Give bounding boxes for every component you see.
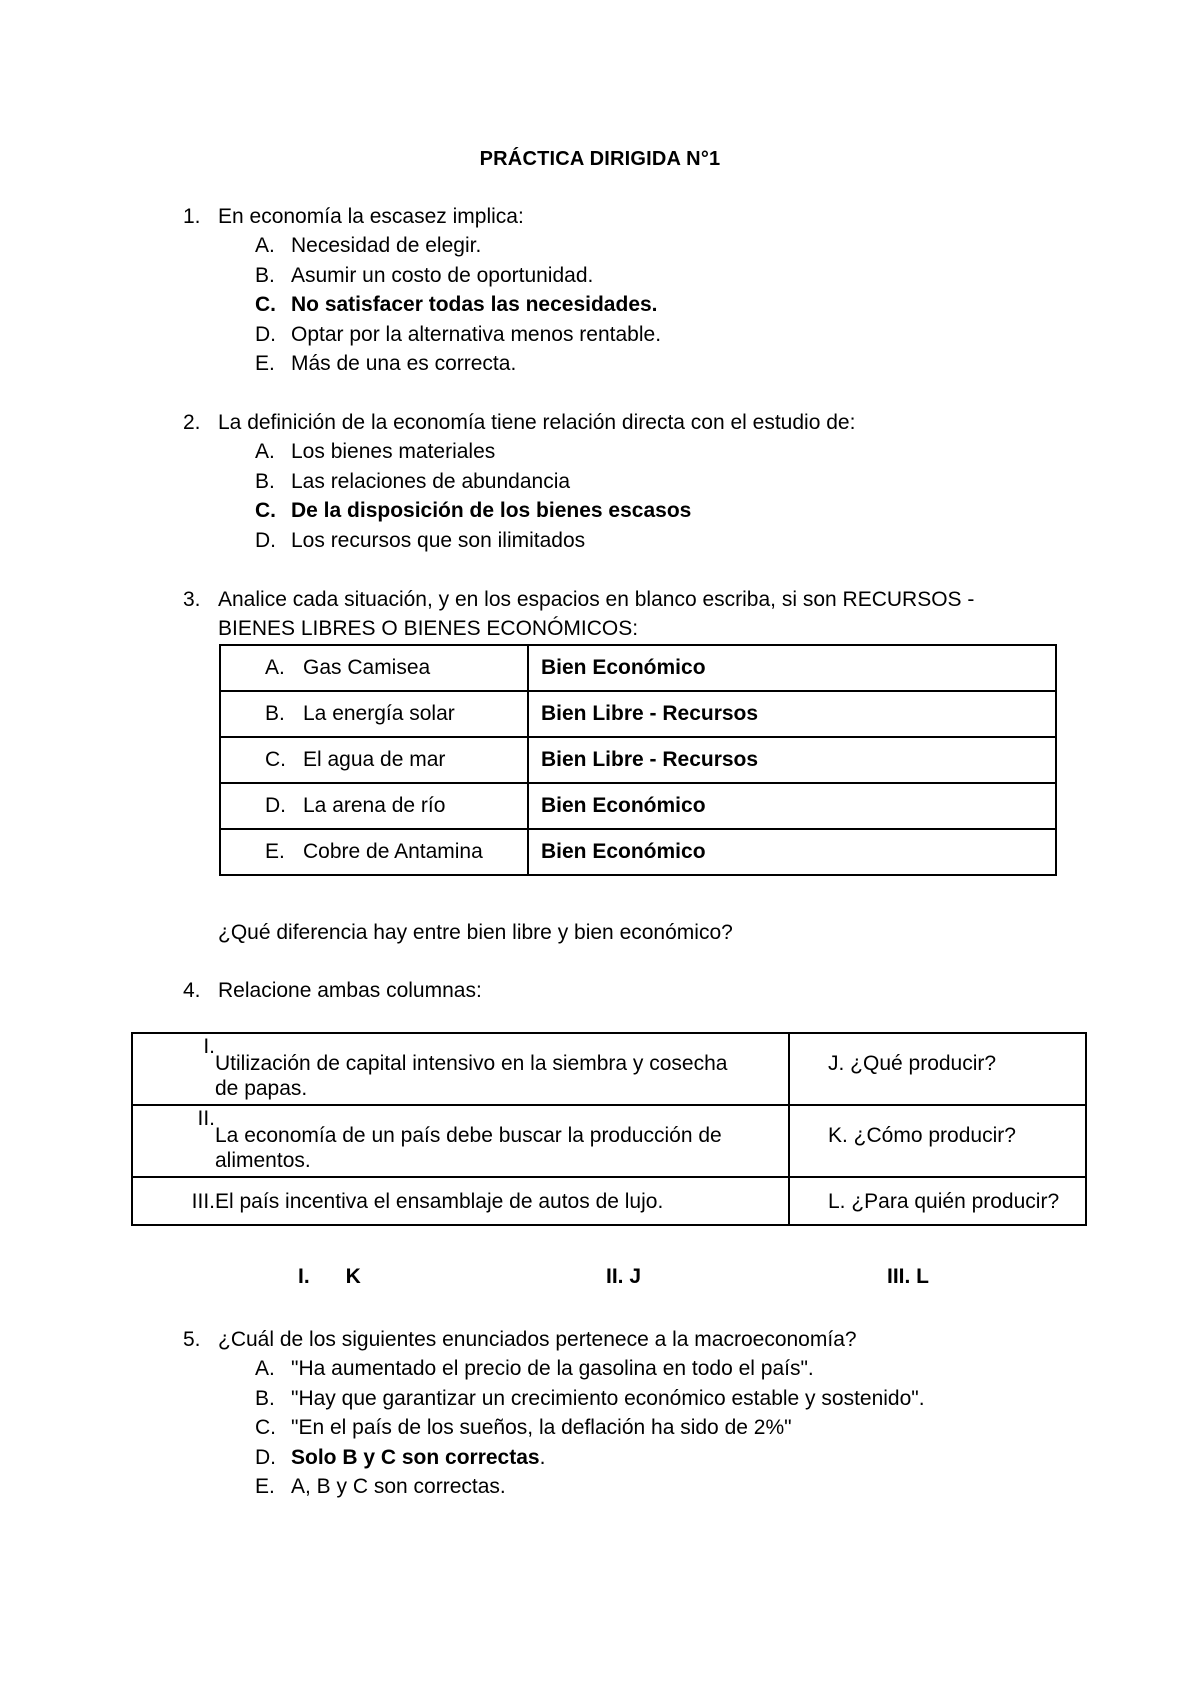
table-cell-answer: Bien Económico xyxy=(528,829,1056,875)
question-text: Relacione ambas columnas: xyxy=(218,979,482,1002)
option-text: Asumir un costo de oportunidad. xyxy=(291,263,594,287)
option-letter: B. xyxy=(255,1386,275,1410)
option-d-correct xyxy=(183,1443,1083,1473)
option-letter: E. xyxy=(255,1475,275,1498)
question-number: 1. xyxy=(183,205,201,228)
option-text: "En el país de los sueños, la deflación ha sido de 2%" xyxy=(291,1416,792,1439)
question-4-stem xyxy=(183,976,1083,1005)
question-text: En economía la escasez implica: xyxy=(218,205,524,228)
row-letter: E. xyxy=(265,840,285,863)
roman-numeral: II. xyxy=(197,1107,215,1130)
option-letter: D. xyxy=(255,528,276,552)
option-d xyxy=(183,320,1083,350)
option-text: J. ¿Qué producir? xyxy=(828,1052,997,1075)
option-letter: C. xyxy=(255,293,276,316)
table-cell-item xyxy=(220,829,528,875)
question-2-stem xyxy=(183,408,1083,437)
row-letter: A. xyxy=(265,656,285,679)
option-text: A, B y C son correctas. xyxy=(291,1475,506,1498)
question-3-followup: ¿Qué diferencia hay entre bien libre y bien económico? xyxy=(218,921,733,944)
table-cell-statement xyxy=(132,1177,789,1225)
answer-letter: K xyxy=(345,1265,361,1288)
option-letter: E. xyxy=(255,352,275,375)
table-cell-item xyxy=(220,691,528,737)
option-b xyxy=(183,467,1083,497)
question-text: ¿Cuál de los siguientes enunciados pertenece a la macroeconomía? xyxy=(218,1328,857,1351)
answer-1 xyxy=(298,1265,361,1289)
table-cell-statement xyxy=(132,1105,789,1177)
option-a xyxy=(183,1354,1083,1384)
option-text: Los bienes materiales xyxy=(291,440,496,463)
question-2 xyxy=(183,408,1083,555)
table-row xyxy=(132,1105,1086,1177)
table-cell-statement xyxy=(132,1033,789,1105)
option-suffix: . xyxy=(539,1445,546,1469)
option-d xyxy=(183,526,1083,556)
option-text: Más de una es correcta. xyxy=(291,352,517,375)
row-letter: D. xyxy=(265,794,286,817)
option-letter: C. xyxy=(255,499,276,522)
question-text-line-1: Analice cada situación, y en los espacios en blanco escriba, si son RECURSOS - xyxy=(218,588,975,611)
question-text: La definición de la economía tiene relación directa con el estudio de: xyxy=(218,411,856,434)
option-c-correct xyxy=(183,496,1083,526)
option-letter: B. xyxy=(255,263,275,287)
answer-3: III. L xyxy=(887,1265,929,1288)
row-item: La energía solar xyxy=(303,702,455,725)
option-a xyxy=(183,437,1083,467)
row-letter: B. xyxy=(265,702,285,725)
option-text: "Hay que garantizar un crecimiento económico estable y sostenido". xyxy=(291,1386,925,1410)
option-b xyxy=(183,261,1083,291)
statement-wrap xyxy=(133,1034,788,1101)
classification-table xyxy=(219,644,1057,876)
question-3-stem xyxy=(183,585,1083,614)
question-5 xyxy=(183,1325,1083,1502)
option-letter: B. xyxy=(255,469,275,493)
option-letter: D. xyxy=(255,322,276,346)
table-cell-item xyxy=(220,737,528,783)
table-row xyxy=(220,737,1056,783)
statement-wrap xyxy=(133,1189,788,1214)
table-row xyxy=(220,829,1056,875)
option-text: L. ¿Para quién producir? xyxy=(828,1189,1060,1213)
question-1 xyxy=(183,202,1083,379)
roman-numeral: III. xyxy=(191,1189,215,1213)
option-c-correct xyxy=(183,290,1083,320)
table-cell-answer: Bien Libre - Recursos xyxy=(528,737,1056,783)
table-cell-answer: Bien Económico xyxy=(528,645,1056,691)
statement-line-1: Utilización de capital intensivo en la siembra y cosecha xyxy=(215,1052,728,1075)
page-title: PRÁCTICA DIRIGIDA N°1 xyxy=(479,148,721,170)
option-text: Los recursos que son ilimitados xyxy=(291,528,586,552)
row-item: Cobre de Antamina xyxy=(303,840,483,863)
option-text: No satisfacer todas las necesidades. xyxy=(291,293,658,316)
option-text: Solo B y C son correctas xyxy=(291,1445,540,1469)
table-row xyxy=(220,691,1056,737)
row-letter: C. xyxy=(265,748,286,771)
option-b xyxy=(183,1384,1083,1414)
table-cell-option xyxy=(789,1033,1086,1105)
row-item: La arena de río xyxy=(303,794,446,817)
option-letter: C. xyxy=(255,1416,276,1439)
row-item: Gas Camisea xyxy=(303,656,431,679)
answer-2: II. J xyxy=(606,1265,642,1288)
table-row xyxy=(220,783,1056,829)
option-text: Las relaciones de abundancia xyxy=(291,469,571,493)
question-text-line-2: BIENES LIBRES O BIENES ECONÓMICOS: xyxy=(218,617,639,640)
question-number: 4. xyxy=(183,979,201,1002)
option-text-wrap xyxy=(291,1443,545,1473)
roman-numeral: I. xyxy=(203,1035,215,1058)
statement-line-1: La economía de un país debe buscar la producción de xyxy=(215,1124,722,1147)
row-item: El agua de mar xyxy=(303,748,446,771)
table-row xyxy=(132,1177,1086,1225)
statement-line-2: de papas. xyxy=(215,1077,308,1100)
option-letter: D. xyxy=(255,1445,276,1469)
question-3-stem-cont xyxy=(183,614,1083,643)
question-5-stem xyxy=(183,1325,1083,1354)
option-letter: A. xyxy=(255,234,275,257)
question-3 xyxy=(183,585,1083,643)
question-number: 3. xyxy=(183,588,201,611)
table-cell-option xyxy=(789,1105,1086,1177)
option-e xyxy=(183,1472,1083,1502)
table-cell-option xyxy=(789,1177,1086,1225)
statement-line-2: alimentos. xyxy=(215,1149,311,1172)
option-text: Optar por la alternativa menos rentable. xyxy=(291,322,662,346)
option-text: De la disposición de los bienes escasos xyxy=(291,499,692,522)
option-e xyxy=(183,349,1083,379)
question-4 xyxy=(183,976,1083,1005)
table-cell-answer: Bien Libre - Recursos xyxy=(528,691,1056,737)
question-number: 5. xyxy=(183,1328,201,1351)
answer-roman: I. xyxy=(298,1265,310,1288)
option-text: K. ¿Cómo producir? xyxy=(828,1124,1016,1147)
table-cell-item xyxy=(220,783,528,829)
table-row xyxy=(132,1033,1086,1105)
option-a xyxy=(183,231,1083,261)
question-1-stem xyxy=(183,202,1083,231)
option-text: Necesidad de elegir. xyxy=(291,234,482,257)
table-cell-answer: Bien Económico xyxy=(528,783,1056,829)
statement-line-1: El país incentiva el ensamblaje de autos de lujo. xyxy=(215,1189,664,1213)
option-letter: A. xyxy=(255,1357,275,1380)
table-row xyxy=(220,645,1056,691)
statement-wrap xyxy=(133,1106,788,1173)
table-cell-item xyxy=(220,645,528,691)
matching-table xyxy=(131,1032,1087,1226)
option-text: "Ha aumentado el precio de la gasolina en todo el país". xyxy=(291,1357,814,1380)
option-letter: A. xyxy=(255,440,275,463)
option-c xyxy=(183,1413,1083,1443)
question-number: 2. xyxy=(183,411,201,434)
